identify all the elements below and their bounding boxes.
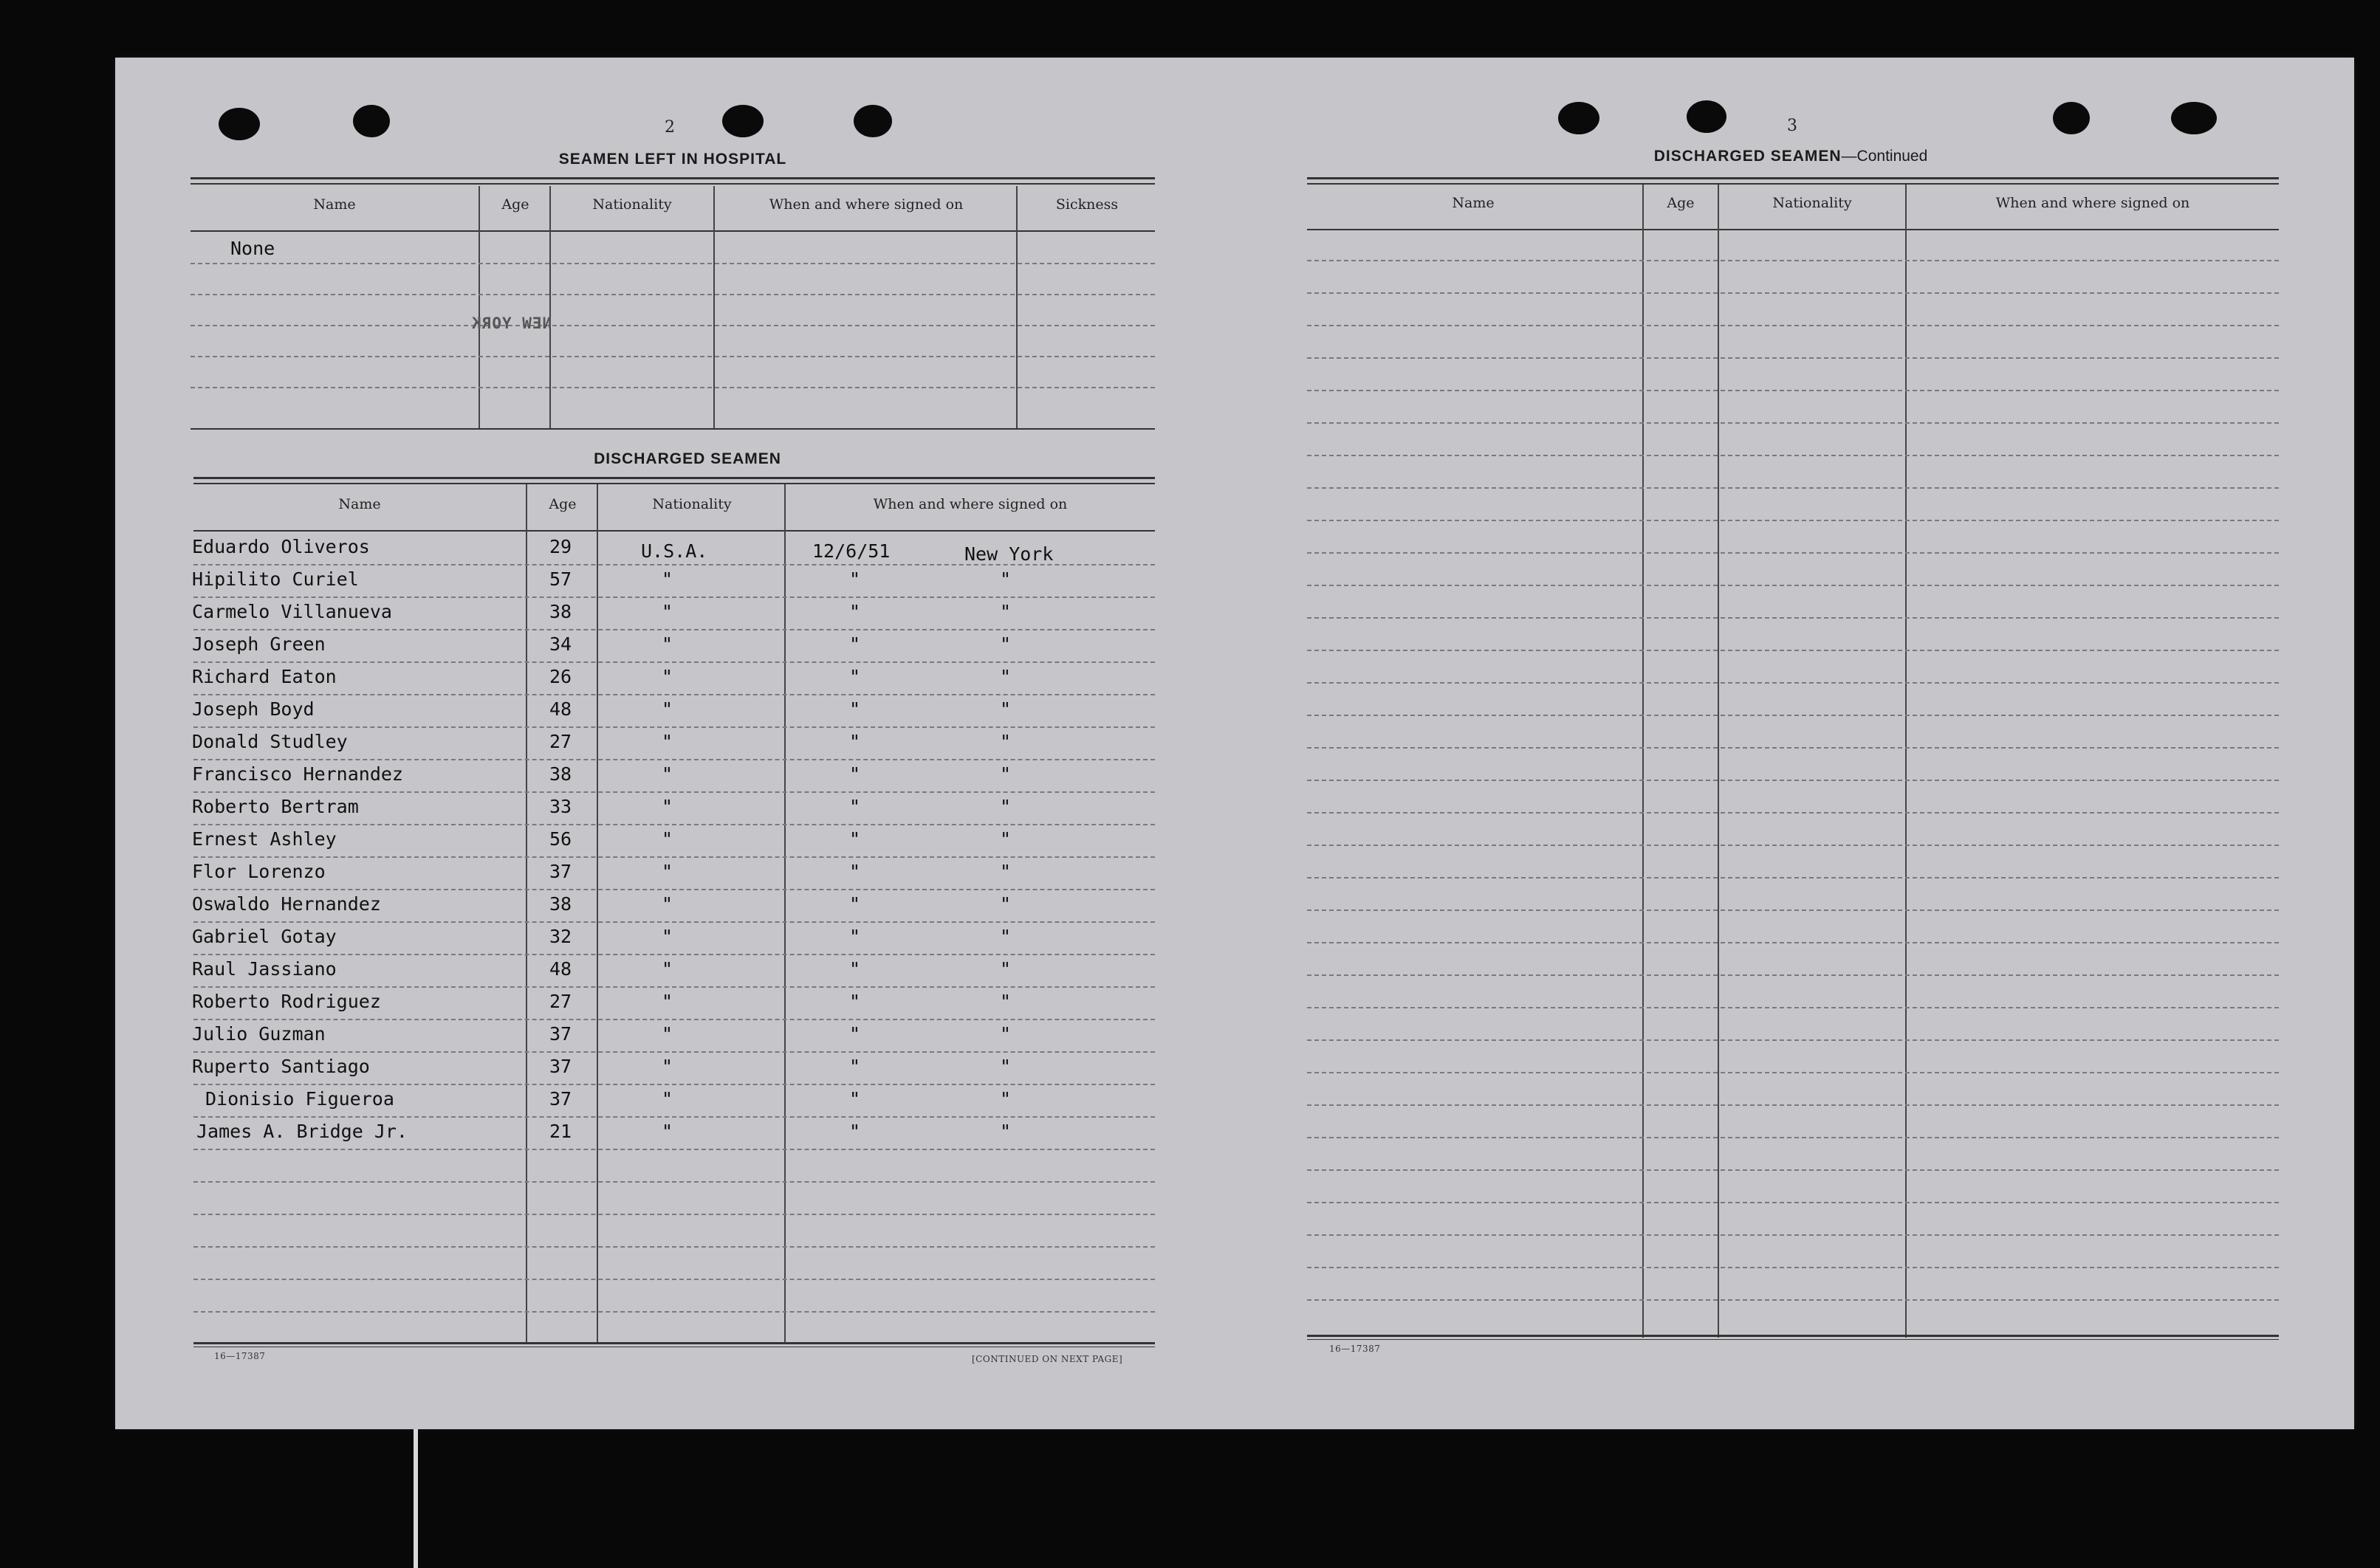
- row-line: [1307, 1202, 2279, 1203]
- signed-on-place: ": [1000, 698, 1012, 720]
- seaman-nationality: ": [662, 958, 673, 980]
- punch-hole: [219, 108, 260, 140]
- signed-on-date: 12/6/51: [812, 540, 891, 562]
- seaman-name: Roberto Bertram: [192, 796, 359, 817]
- row-line: [1307, 909, 2279, 911]
- row-line: [1307, 455, 2279, 456]
- signed-on-place: ": [1000, 958, 1012, 980]
- signed-on-date: ": [849, 568, 861, 590]
- signed-on-date: ": [849, 633, 861, 655]
- column-header-age: Age: [1667, 195, 1695, 211]
- row-line: [191, 325, 1155, 326]
- row-line: [193, 596, 1155, 598]
- column-header-signed-on: When and where signed on: [769, 196, 964, 213]
- row-line: [193, 1279, 1155, 1280]
- row-line: [193, 954, 1155, 955]
- signed-on-place: ": [1000, 568, 1012, 590]
- signed-on-date: ": [849, 1023, 861, 1045]
- row-line: [193, 1051, 1155, 1053]
- seaman-name: Hipilito Curiel: [192, 568, 359, 590]
- signed-on-place: ": [1000, 1121, 1012, 1142]
- form-number: 16—17387: [1329, 1344, 1381, 1354]
- location-stamp: NEW YORK: [471, 314, 552, 332]
- seaman-nationality: ": [662, 991, 673, 1012]
- row-line: [193, 564, 1155, 565]
- seaman-nationality: ": [662, 698, 673, 720]
- header-underline: [191, 230, 1155, 232]
- row-line: [191, 356, 1155, 357]
- seaman-nationality: ": [662, 1121, 673, 1142]
- punch-hole: [2053, 102, 2090, 134]
- signed-on-place: ": [1000, 601, 1012, 622]
- seaman-nationality: U.S.A.: [641, 540, 708, 562]
- header-underline: [193, 530, 1155, 532]
- seaman-age: 57: [549, 568, 572, 590]
- row-line: [1307, 1299, 2279, 1301]
- table-bottom-rule: [193, 1342, 1155, 1344]
- column-divider: [713, 186, 715, 430]
- row-line: [193, 694, 1155, 695]
- row-line: [1307, 877, 2279, 878]
- punch-hole: [353, 105, 390, 137]
- row-line: [193, 1149, 1155, 1150]
- seaman-nationality: ": [662, 633, 673, 655]
- row-line: [1307, 585, 2279, 586]
- hospital-section-title: SEAMEN LEFT IN HOSPITAL: [558, 151, 787, 168]
- seaman-age: 32: [549, 926, 572, 947]
- row-line: [1307, 292, 2279, 294]
- column-header-name: Name: [1452, 195, 1495, 211]
- signed-on-date: ": [849, 991, 861, 1012]
- row-line: [193, 726, 1155, 728]
- column-header-name: Name: [313, 196, 356, 213]
- row-line: [1307, 974, 2279, 976]
- seaman-nationality: ": [662, 666, 673, 687]
- punch-hole: [722, 105, 764, 137]
- signed-on-place: New York: [964, 543, 1054, 565]
- row-line: [1307, 682, 2279, 684]
- seaman-nationality: ": [662, 1023, 673, 1045]
- continued-title-suffix: —Continued: [1841, 148, 1928, 165]
- column-header-nationality: Nationality: [592, 196, 672, 213]
- seaman-nationality: ": [662, 926, 673, 947]
- row-line: [191, 387, 1155, 388]
- row-line: [1307, 1234, 2279, 1236]
- seaman-age: 48: [549, 698, 572, 720]
- column-header-nationality: Nationality: [652, 496, 732, 512]
- seaman-age: 21: [549, 1121, 572, 1142]
- seaman-nationality: ": [662, 763, 673, 785]
- continued-note: [CONTINUED ON NEXT PAGE]: [972, 1354, 1123, 1364]
- seaman-age: 33: [549, 796, 572, 817]
- divider: [191, 183, 1155, 185]
- signed-on-place: ": [1000, 1056, 1012, 1077]
- row-line: [193, 1084, 1155, 1085]
- signed-on-date: ": [849, 1088, 861, 1110]
- section-bottom-rule: [191, 428, 1155, 430]
- seaman-age: 27: [549, 731, 572, 752]
- row-line: [1307, 942, 2279, 943]
- row-line: [193, 1116, 1155, 1118]
- row-line: [193, 921, 1155, 923]
- row-line: [1307, 1169, 2279, 1171]
- signed-on-date: ": [849, 926, 861, 947]
- signed-on-place: ": [1000, 1023, 1012, 1045]
- signed-on-place: ": [1000, 731, 1012, 752]
- signed-on-place: ": [1000, 991, 1012, 1012]
- seaman-name: James A. Bridge Jr.: [196, 1121, 408, 1142]
- row-line: [193, 1214, 1155, 1215]
- signed-on-place: ": [1000, 796, 1012, 817]
- row-line: [1307, 487, 2279, 489]
- seaman-nationality: ": [662, 601, 673, 622]
- seaman-name: Roberto Rodriguez: [192, 991, 381, 1012]
- signed-on-date: ": [849, 698, 861, 720]
- seaman-name: Raul Jassiano: [192, 958, 337, 980]
- signed-on-date: ": [849, 828, 861, 850]
- row-line: [1307, 812, 2279, 814]
- row-line: [193, 1019, 1155, 1020]
- column-header-nationality: Nationality: [1772, 195, 1852, 211]
- punch-hole: [854, 105, 892, 137]
- row-line: [1307, 1137, 2279, 1138]
- row-line: [193, 824, 1155, 825]
- punch-hole: [1558, 102, 1599, 134]
- header-underline: [1307, 229, 2279, 230]
- signed-on-date: ": [849, 861, 861, 882]
- seaman-name: Joseph Boyd: [192, 698, 315, 720]
- row-line: [1307, 780, 2279, 781]
- seaman-name: Dionisio Figueroa: [205, 1088, 394, 1110]
- seaman-age: 56: [549, 828, 572, 850]
- punch-hole: [2171, 102, 2217, 134]
- column-divider: [1016, 186, 1018, 430]
- film-edge-strip: [414, 1429, 418, 1568]
- signed-on-place: ": [1000, 633, 1012, 655]
- signed-on-date: ": [849, 1121, 861, 1142]
- row-line: [1307, 520, 2279, 521]
- continued-title-main: DISCHARGED SEAMEN: [1653, 148, 1842, 165]
- seaman-age: 37: [549, 1056, 572, 1077]
- row-line: [191, 294, 1155, 295]
- continued-section-title: [1307, 148, 2274, 165]
- row-line: [193, 1181, 1155, 1183]
- signed-on-date: ": [849, 666, 861, 687]
- seaman-age: 27: [549, 991, 572, 1012]
- signed-on-place: ": [1000, 828, 1012, 850]
- seaman-age: 37: [549, 1088, 572, 1110]
- seaman-name: Gabriel Gotay: [192, 926, 337, 947]
- row-line: [1307, 1039, 2279, 1041]
- seaman-age: 38: [549, 601, 572, 622]
- signed-on-date: ": [849, 1056, 861, 1077]
- seaman-name: Richard Eaton: [192, 666, 337, 687]
- signed-on-date: ": [849, 763, 861, 785]
- seaman-age: 38: [549, 893, 572, 915]
- seaman-name: Oswaldo Hernandez: [192, 893, 381, 915]
- row-line: [193, 1246, 1155, 1248]
- row-line: [193, 759, 1155, 760]
- row-line: [1307, 325, 2279, 326]
- column-header-signed-on: When and where signed on: [1995, 195, 2190, 211]
- seaman-nationality: ": [662, 731, 673, 752]
- row-line: [193, 986, 1155, 988]
- signed-on-place: ": [1000, 861, 1012, 882]
- signed-on-place: ": [1000, 666, 1012, 687]
- seaman-name: Flor Lorenzo: [192, 861, 326, 882]
- seaman-nationality: ": [662, 861, 673, 882]
- row-line: [1307, 1072, 2279, 1073]
- column-header-signed-on: When and where signed on: [873, 496, 1068, 512]
- column-header-sickness: Sickness: [1055, 196, 1119, 213]
- signed-on-place: ": [1000, 1088, 1012, 1110]
- seaman-nationality: ": [662, 796, 673, 817]
- signed-on-place: ": [1000, 763, 1012, 785]
- seaman-age: 29: [549, 536, 572, 557]
- row-line: [1307, 617, 2279, 619]
- seaman-age: 37: [549, 861, 572, 882]
- seaman-name: Eduardo Oliveros: [192, 536, 370, 557]
- row-line: [1307, 260, 2279, 261]
- row-line: [1307, 422, 2279, 424]
- row-line: [193, 661, 1155, 663]
- form-number: 16—17387: [214, 1351, 266, 1361]
- divider: [193, 483, 1155, 484]
- divider: [193, 477, 1155, 479]
- row-line: [193, 856, 1155, 858]
- row-line: [193, 1311, 1155, 1313]
- column-divider: [479, 186, 480, 430]
- signed-on-date: ": [849, 893, 861, 915]
- seaman-nationality: ": [662, 828, 673, 850]
- signed-on-date: ": [849, 796, 861, 817]
- seaman-name: Joseph Green: [192, 633, 326, 655]
- row-line: [193, 791, 1155, 793]
- seaman-age: 37: [549, 1023, 572, 1045]
- page-number: 3: [1787, 117, 1797, 135]
- seaman-nationality: ": [662, 1056, 673, 1077]
- table-bottom-rule: [1307, 1339, 2279, 1340]
- divider: [1307, 183, 2279, 185]
- row-line: [1307, 1007, 2279, 1008]
- signed-on-place: ": [1000, 926, 1012, 947]
- seaman-name: Ernest Ashley: [192, 828, 337, 850]
- divider: [1307, 177, 2279, 179]
- row-line: [1307, 1267, 2279, 1268]
- page-number: 2: [665, 118, 675, 137]
- punch-hole: [1687, 100, 1726, 133]
- row-line: [1307, 845, 2279, 846]
- row-line: [1307, 552, 2279, 554]
- row-line: [1307, 715, 2279, 716]
- signed-on-date: ": [849, 731, 861, 752]
- row-line: [1307, 357, 2279, 359]
- seaman-name: Julio Guzman: [192, 1023, 326, 1045]
- signed-on-place: ": [1000, 893, 1012, 915]
- row-line: [1307, 1104, 2279, 1106]
- seaman-name: Carmelo Villanueva: [192, 601, 392, 622]
- divider: [191, 177, 1155, 179]
- seaman-age: 38: [549, 763, 572, 785]
- seaman-name: Donald Studley: [192, 731, 348, 752]
- column-header-name: Name: [338, 496, 381, 512]
- signed-on-date: ": [849, 958, 861, 980]
- row-line: [191, 263, 1155, 264]
- seaman-age: 48: [549, 958, 572, 980]
- discharged-section-title: DISCHARGED SEAMEN: [594, 450, 781, 467]
- row-line: [1307, 390, 2279, 391]
- column-divider: [549, 186, 551, 430]
- seaman-nationality: ": [662, 893, 673, 915]
- signed-on-date: ": [849, 601, 861, 622]
- seaman-name: Ruperto Santiago: [192, 1056, 370, 1077]
- seaman-nationality: ": [662, 568, 673, 590]
- hospital-entry: None: [230, 238, 275, 259]
- row-line: [1307, 650, 2279, 651]
- seaman-age: 26: [549, 666, 572, 687]
- column-header-age: Age: [501, 196, 529, 213]
- column-header-age: Age: [549, 496, 577, 512]
- seaman-age: 34: [549, 633, 572, 655]
- row-line: [193, 889, 1155, 890]
- table-bottom-rule: [1307, 1335, 2279, 1337]
- row-line: [1307, 747, 2279, 749]
- seaman-nationality: ": [662, 1088, 673, 1110]
- row-line: [193, 629, 1155, 630]
- seaman-name: Francisco Hernandez: [192, 763, 403, 785]
